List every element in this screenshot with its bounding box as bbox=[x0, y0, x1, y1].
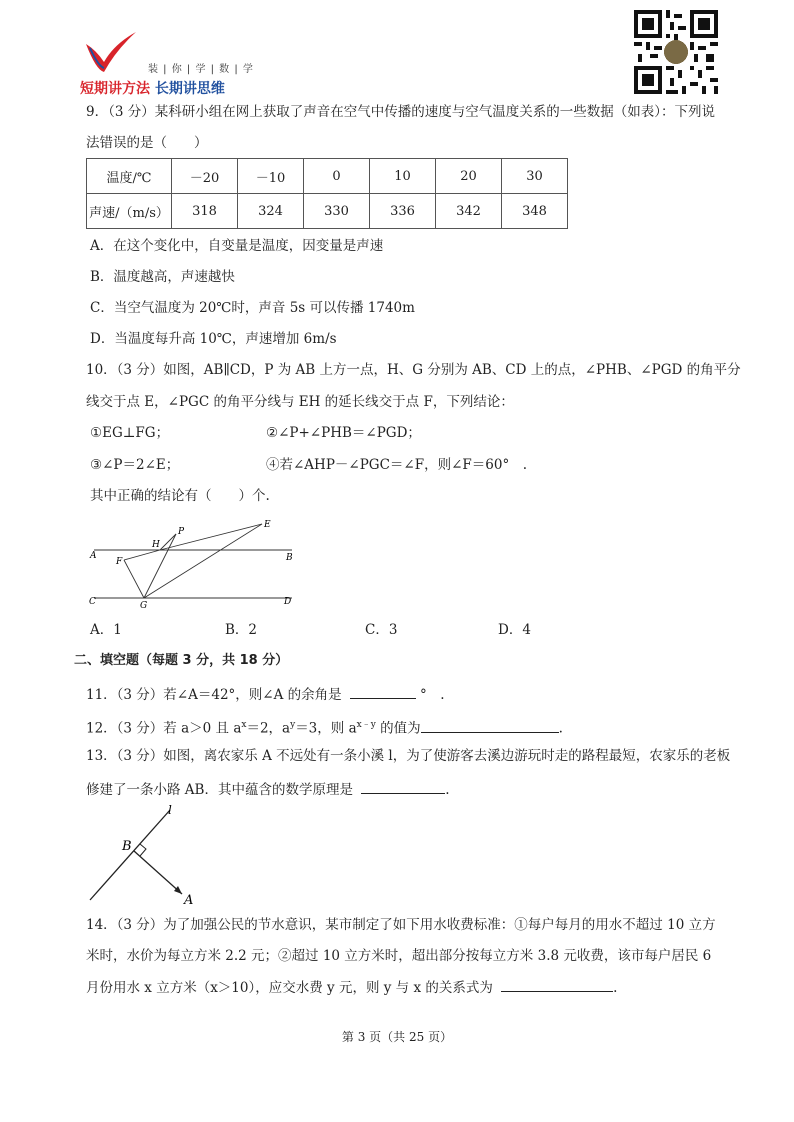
q11-answer-blank[interactable] bbox=[350, 684, 416, 699]
q10-conclusion-2: ②∠P+∠PHB＝∠PGD； bbox=[266, 425, 421, 441]
q12-part: ＝3，则 a bbox=[295, 720, 357, 737]
label-c: C bbox=[89, 597, 96, 607]
q14-stem: 月份用水 x 立方米（x＞10），应交水费 y 元，则 y 与 x 的关系式为 bbox=[86, 980, 493, 996]
table-cell: 342 bbox=[436, 194, 502, 229]
label-b: B bbox=[286, 553, 293, 563]
label-h: H bbox=[152, 540, 160, 550]
q14-stem-line2: 米时，水价为每立方米 2.2 元；②超过 10 立方米时，超出部分按每立方米 3.8 元收费，该市每户居民 6 bbox=[86, 948, 712, 964]
table-cell: 324 bbox=[238, 194, 304, 229]
q12-tail: . bbox=[558, 720, 563, 737]
q9-option-b: B．温度越高，声速越快 bbox=[90, 269, 235, 285]
q13-answer-blank[interactable] bbox=[361, 779, 445, 794]
right-angle-mark bbox=[140, 844, 146, 856]
table-row bbox=[87, 194, 568, 229]
slogan-main bbox=[80, 78, 225, 98]
section-title: 二、填空题（每题 3 分，共 18 分） bbox=[74, 653, 289, 668]
label-a: A bbox=[184, 893, 194, 908]
q13-stem-line1: 13．（3 分）如图，离农家乐 A 不远处有一条小溪 l，为了使游客去溪边游玩时走的路程最短，农家乐的老板 bbox=[86, 748, 731, 764]
q12-text bbox=[86, 716, 563, 738]
slogan-red: 短期讲方法 bbox=[80, 81, 150, 97]
q9-stem-line2: 法错误的是（ ） bbox=[86, 135, 208, 151]
label-d: D bbox=[284, 597, 292, 607]
table-cell: －10 bbox=[238, 159, 304, 194]
q10-option-d: D．4 bbox=[498, 622, 531, 638]
q9-stem-line1: 9．（3 分）某科研小组在网上获取了声音在空气中传播的速度与空气温度关系的一些数据（如表）：下列说 bbox=[86, 104, 715, 120]
q12-part: ＝2，a bbox=[246, 720, 291, 737]
q12-exponent-x-minus-y: x﹣y bbox=[356, 720, 376, 730]
page-number: 第 3 页（共 25 页） bbox=[341, 1030, 453, 1044]
label-b: B bbox=[122, 839, 132, 854]
q14-answer-blank[interactable] bbox=[501, 977, 613, 992]
table-cell: 336 bbox=[370, 194, 436, 229]
table-cell: 330 bbox=[304, 194, 370, 229]
slogan-blue: 长期讲思维 bbox=[154, 81, 225, 97]
stream-path-figure bbox=[86, 800, 216, 910]
q10-stem-line1: 10．（3 分）如图，AB∥CD，P 为 AB 上方一点，H、G 分别为 AB、CD 上的点，∠PHB、∠PGD 的角平分 bbox=[86, 362, 741, 378]
label-e: E bbox=[264, 520, 271, 530]
q10-conclusion-3: ③∠P＝2∠E； bbox=[90, 457, 180, 473]
parallel-lines-figure bbox=[86, 512, 306, 612]
table-cell: －20 bbox=[172, 159, 238, 194]
q9-option-a: A．在这个变化中，自变量是温度，因变量是声速 bbox=[90, 238, 384, 254]
q9-option-c: C．当空气温度为 20℃时，声音 5s 可以传播 1740m bbox=[90, 300, 415, 316]
q12-part: 的值为 bbox=[375, 720, 421, 737]
q11-tail: ° . bbox=[419, 687, 445, 703]
stream-line-l bbox=[90, 810, 170, 900]
table-row bbox=[87, 159, 568, 194]
q11-text bbox=[86, 684, 445, 704]
q13-stem-line2 bbox=[86, 779, 450, 799]
q10-stem-line2: 线交于点 E，∠PGC 的角平分线与 EH 的延长线交于点 F，下列结论： bbox=[86, 394, 514, 410]
q9-option-d: D．当温度每升高 10℃，声速增加 6m/s bbox=[90, 331, 337, 347]
q14-stem-line3 bbox=[86, 977, 617, 997]
table-cell: 10 bbox=[370, 159, 436, 194]
q12-answer-blank[interactable] bbox=[421, 718, 559, 733]
q12-stem: 12．（3 分）若 a＞0 且 a bbox=[86, 720, 242, 737]
q12-exponent-x: x bbox=[241, 720, 247, 730]
qr-code-icon bbox=[634, 10, 718, 94]
table-header-temperature: 温度/℃ bbox=[87, 159, 172, 194]
q13-tail: . bbox=[445, 782, 450, 798]
q14-tail: . bbox=[613, 980, 618, 996]
q10-conclusion-1: ①EG⊥FG； bbox=[90, 425, 170, 441]
label-p: P bbox=[178, 527, 185, 537]
label-f: F bbox=[116, 557, 123, 567]
table-header-speed: 声速/（m/s） bbox=[87, 194, 172, 229]
path-ab bbox=[134, 851, 182, 894]
q10-option-a: A．1 bbox=[90, 622, 122, 638]
sound-speed-table bbox=[86, 158, 568, 229]
q10-conclusion-4: ④若∠AHP－∠PGC＝∠F，则∠F＝60° . bbox=[266, 457, 528, 473]
q14-stem-line1: 14．（3 分）为了加强公民的节水意识，某市制定了如下用水收费标准：①每户每月的用水不超过 10 立方 bbox=[86, 917, 716, 933]
check-logo-icon bbox=[82, 30, 138, 76]
label-l: l bbox=[168, 803, 172, 817]
q12-exponent-y: y bbox=[290, 720, 296, 730]
table-cell: 0 bbox=[304, 159, 370, 194]
table-cell: 20 bbox=[436, 159, 502, 194]
slogan-top: 装 | 你 | 学 | 数 | 学 bbox=[148, 64, 254, 75]
q13-stem: 修建了一条小路 AB．其中蕴含的数学原理是 bbox=[86, 782, 353, 798]
q10-question: 其中正确的结论有（ ）个. bbox=[90, 488, 270, 504]
table-cell: 348 bbox=[502, 194, 568, 229]
label-a: A bbox=[90, 551, 97, 561]
table-cell: 30 bbox=[502, 159, 568, 194]
table-cell: 318 bbox=[172, 194, 238, 229]
q10-option-b: B．2 bbox=[225, 622, 258, 638]
label-g: G bbox=[140, 601, 148, 611]
q10-option-c: C．3 bbox=[365, 622, 398, 638]
q11-stem: 11．（3 分）若∠A＝42°，则∠A 的余角是 bbox=[86, 687, 342, 703]
